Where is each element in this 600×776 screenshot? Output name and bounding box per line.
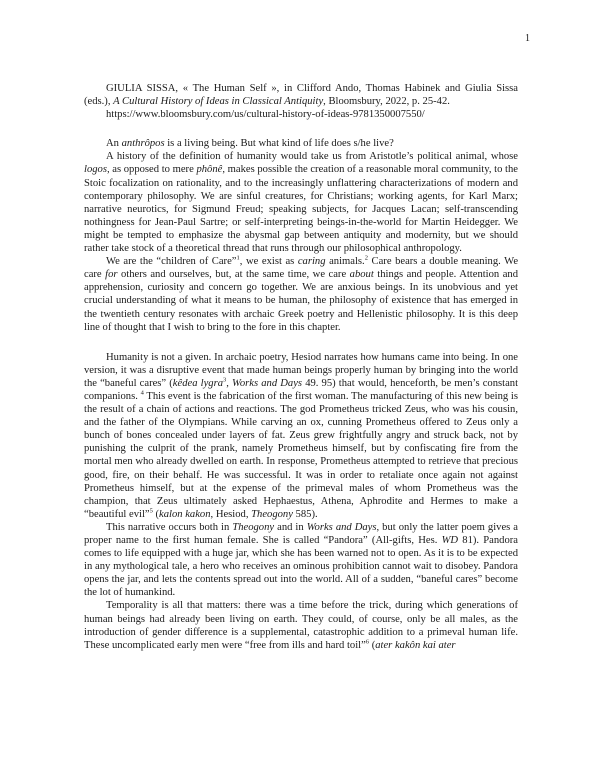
paragraph-1: An anthrôpos is a living being. But what kind of life does s/he live? bbox=[106, 138, 394, 150]
footnote-ref-5: 5 bbox=[149, 507, 153, 515]
citation-book-title: A Cultural History of Ideas in Classical Antiquity bbox=[113, 96, 324, 108]
paragraph-2: A history of the definition of humanity would take us from Aristotle’s political animal, whose logos, as opposed to mere phônê, makes possible the creation of a reasonable moral community, to the Stoic focalization on rationality, and to the increasingly unflattering characterizations of modern and contemporary philosophy. We are sinful creatures, for Christians; working agents, for Karl Marx; narrative neurotics, for Sigmund Freud; speaking subjects, for Jacques Lacan; self-transcending nothingness for Jean-Paul Sartre; or self-interpreting beings-in-the-world for Martin Heidegger. We might be tempted to emphasize the abysmal gap between antiquity and modernity, but we should rather take stock of a theoretical thread that runs through our philosophical anthropology. bbox=[84, 151, 518, 255]
document-body bbox=[84, 82, 518, 652]
citation bbox=[84, 82, 518, 108]
paragraph-4: Humanity is not a given. In archaic poetry, Hesiod narrates how humans came into being. In one version, it was a disruptive event that made human beings properly human by bringing into the world the “baneful cares” (kêdea lygra$^3$, Works and Days 49. 95) that would, henceforth, be men’s constant companions. $^4$ This event is the fabrication of the first woman. The manufacturing of this new being is the result of a chain of actions and reactions. The god Prometheus tricked Zeus, who was his cousin, and the father of the Olympians. While carving an ox, cunning Prometheus offered to Zeus only a bunch of bones concealed under layers of fat. Zeus grew frightfully angry and struck back, not by punishing the culprit of the prank, namely Prometheus himself, but by confiscating fire from the mortal men who already dwelled on earth. In response, Prometheus attempted to retrieve that precious good, fire, on their behalf. He was successful. It was in order to retaliate once again not against Prometheus himself, but at the expense of the primeval males of whom Prometheus was the champion, that Zeus ultimately asked Hephaestus, Athena, Aphrodite and Hermes to make a “beautiful evil”$^5$ (kalon kakon, Hesiod, Theogony 585). bbox=[84, 351, 519, 520]
footnote-ref-1: 1 bbox=[236, 254, 240, 262]
footnote-ref-2: 2 bbox=[364, 254, 368, 262]
paragraph-6: Temporality is all that matters: there was a time before the trick, during which generations of human beings had already been living on earth. They could, of course, only be all males, as the introduction of gender difference is a supplemental, catastrophic addition to a primeval human life. These uncomplicated early men were “free from ills and hard toil”$^6$ (ater kakôn kai ater bbox=[84, 600, 518, 651]
citation-url: https://www.bloomsbury.com/us/cultural-history-of-ideas-9781350007550/ bbox=[106, 109, 425, 121]
paragraph-3: We are the “children of Care”$^1$, we exist as caring animals.$^2$ Care bears a double meaning. We care for others and ourselves, but, at the same time, we care about things and people. Attention and apprehension, curiosity and concern go together. We are anxious beings. In its unobvious and yet crucial understanding of what it means to be human, the philosophy of existence that has emerged in the twentieth century resonates with archaic Greek poetry and Hellenistic philosophy. It is this deep line of thought that I wish to bring to the fore in this chapter. bbox=[84, 254, 519, 333]
citation-authors: GIULIA SISSA, « The Human Self », in Clifford Ando, Thomas Habinek and Giulia Sissa (eds.), bbox=[84, 83, 518, 108]
paragraph-5: This narrative occurs both in Theogony and in Works and Days, but only the latter poem gives a proper name to the first human female. She is called “Pandora” (All-gifts, Hes. WD 81). Pandora comes to life equipped with a huge jar, which she has been warned not to open. As it is to be expected in any mythological tale, a hero who receives an ominous prohibition cannot wait to disobey. Pandora opens the jar, and lets the contents spread out into the world. All of a sudden, “baneful cares” become the lot of humankind. bbox=[84, 521, 518, 599]
citation-publisher: , Bloomsbury, 2022, p. 25-42. bbox=[323, 96, 450, 108]
footnote-ref-6: 6 bbox=[365, 638, 370, 646]
page-number: 1 bbox=[525, 33, 530, 44]
footnote-ref-3: 3 bbox=[223, 376, 227, 384]
footnote-ref-4: 4 bbox=[140, 389, 144, 397]
